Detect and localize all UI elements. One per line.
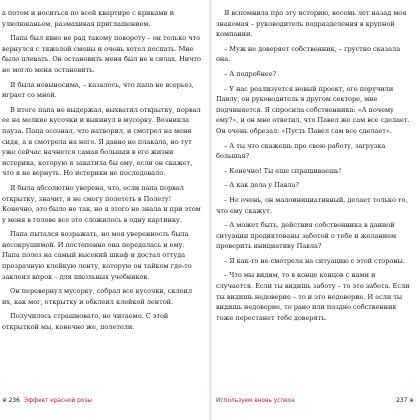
running-head-left: Эффект красной розы xyxy=(24,398,93,404)
right-page-text xyxy=(214,8,416,323)
page-number-left xyxy=(2,396,20,406)
right-page-footer xyxy=(214,396,416,406)
left-paragraph: Я была невыносима, – казалось, что папа не всерьез, играет со мной. xyxy=(2,80,194,100)
left-paragraph: В итоге папа не выдержал, выхватил открытку, порвал ее на мелкие кусочки и выкинул в мусорку. Возникла пауза. Папа осознал, что натворил, и смотрел на меня сидя, а я смотрела на него. Я давно не плакала, но тут уже сейчас начнется самая большая в его жизни истерика, которую я закатила бы ему, если он скажет, что я не вернуть. Но истерики не последовало. xyxy=(2,105,201,178)
left-page-text xyxy=(2,8,204,333)
right-paragraph: – Я как-то не смотрела на ситуацию с этой стороны. xyxy=(224,256,405,265)
left-page xyxy=(2,8,204,412)
left-paragraph: Получилось страшновато, но читаемо. С этой открыткой мы, конечно же, полетели. xyxy=(2,312,169,332)
right-page xyxy=(214,8,416,412)
left-paragraph: Он перевернул мусорку, собрал все кусочки, склеил их, как мог, открытку и обклеил клейкой лентой. xyxy=(2,287,193,306)
right-paragraph: – А может быть, действия собственника в данной ситуации продиктованы заботой о тебе и желанием проверить инициативу Павла? xyxy=(216,221,397,251)
left-paragraph: Папа пытался возражать, но моя уверенность была несокрушимой. И постепенно она передалась и ему. Папа полез на самый высокий шкаф и достал оттуда прозрачную клейкую ленту, которую он тайком где-то заклеил впрок – для школьных учебников. xyxy=(2,230,192,281)
page-number-right-value: 237 xyxy=(396,398,408,404)
right-paragraph: – Что мы видим, то в конце концов с нами и случается. Если ты видишь заботу – то это забота. Если ты видишь недоверие – то и это недоверие. И если ты видишь недоверие, то рано или поздно собственник тоже перестанет тебе доверять. xyxy=(216,271,410,322)
left-paragraph: а потом и носиться по всей квартире с криками и улюлюканьем, размахивая приглашением. xyxy=(2,9,175,28)
right-paragraph: – А подробнее? xyxy=(224,69,277,78)
right-paragraph: Я вспомнила про эту историю, восемь лет назад моя знакомая – руководитель подразделения в крупной компании. xyxy=(216,9,407,39)
rose-mark-icon: ❦ xyxy=(2,398,7,404)
right-paragraph: – А как дела у Павла? xyxy=(224,181,299,190)
left-page-footer xyxy=(2,396,204,406)
right-paragraph: – А ты что скажешь про свою работу, загрузка большая? xyxy=(216,141,386,161)
right-paragraph: – Конечно! Ты еще спрашиваешь! xyxy=(224,166,342,175)
left-paragraph: Папа был явно не рад такому повороту – он только что вернулся с тяжелой смены и очень хотел поспать. Мне было плевать. Он остановить меня был не в силах. Ничто не могло меня остановить. xyxy=(2,34,201,74)
page-number-left-value: 236 xyxy=(8,398,20,404)
rose-mark-icon: ❦ xyxy=(409,398,414,404)
book-gutter xyxy=(209,0,212,420)
right-paragraph: – Муж не доверяет собственник, – грустно сказала она. xyxy=(216,44,401,64)
running-head-right: Используем вновь успеха xyxy=(216,398,295,404)
right-paragraph: – У нас реализуется новый проект, его поручили Павлу, он руководитель в другом секторе, мне подчиняется. Я спросила собственника: «А почему ему?», и он мне ответил, что Павел же сам все сделает. Он очень обрезал: «Пусть Павел сам все сделает». xyxy=(216,84,410,135)
left-paragraph: Я была абсолютно уверена, что, если папа порвал открытку, значит, я не смогу полететь в Полету! Конечно, это было не так, но я этого не знала и при этом у меня в голове все это сложилось в одну картинку. xyxy=(2,183,201,224)
right-paragraph: – Не очень, он малоинициативный, делает только то, что ему скажут. xyxy=(216,195,408,215)
page-number-right xyxy=(396,396,414,406)
